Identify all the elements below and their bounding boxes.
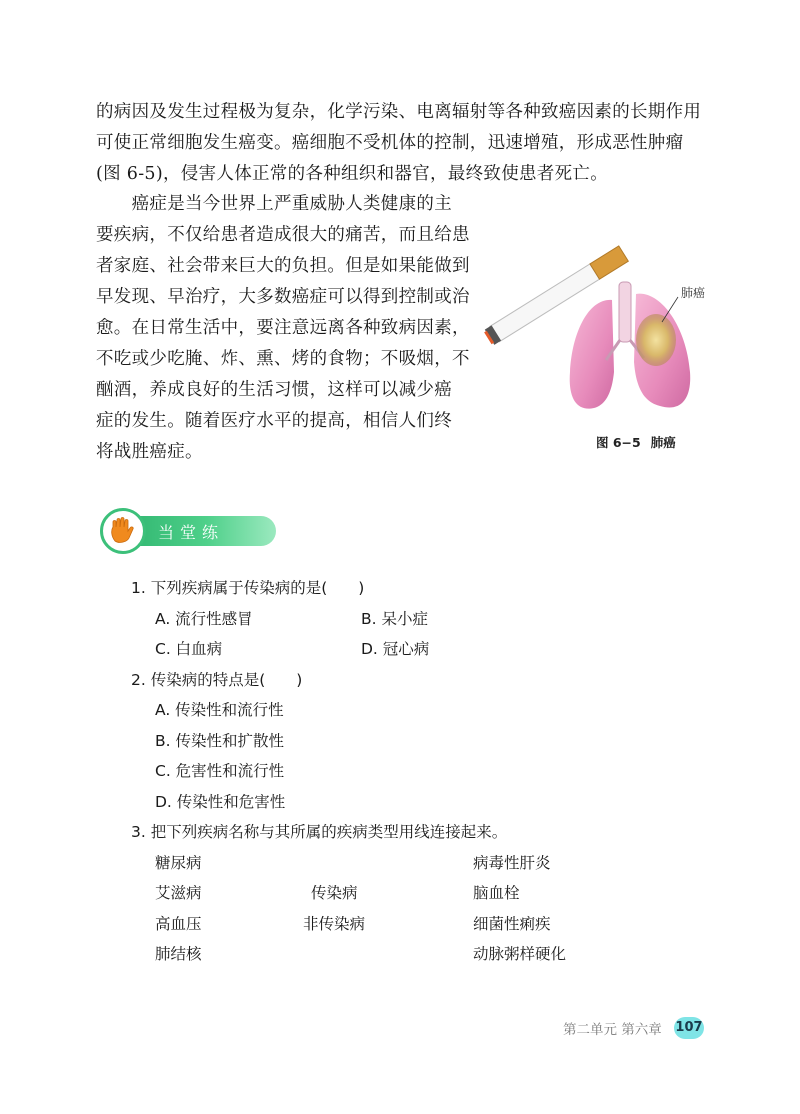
chapter-footer: 第二单元 第六章 xyxy=(563,1022,662,1038)
disease-name[interactable]: 肺结核 xyxy=(155,945,202,963)
disease-type[interactable]: 传染病 xyxy=(311,884,358,902)
text-line: 愈。在日常生活中，要注意远离各种致病因素， xyxy=(96,318,470,338)
text-line: 酗酒，养成良好的生活习惯，这样可以减少癌 xyxy=(96,380,452,400)
practice-questions xyxy=(131,573,691,970)
page-number: 107 xyxy=(674,1017,704,1039)
disease-name[interactable]: 脑血栓 xyxy=(473,884,520,902)
caption-number: 图 6−5 xyxy=(596,435,641,450)
text-line: (图 6-5)，侵害人体正常的各种组织和器官，最终致使患者死亡。 xyxy=(96,164,608,184)
hand-icon xyxy=(103,511,143,551)
option-d[interactable]: D. 冠心病 xyxy=(361,640,430,658)
question-2-stem: 2. 传染病的特点是( ) xyxy=(131,670,303,689)
matching-row xyxy=(131,848,691,879)
text-line: 不吃或少吃腌、炸、熏、烤的食物；不吸烟，不 xyxy=(96,349,470,369)
intro-paragraph xyxy=(96,97,716,190)
text-line: 者家庭、社会带来巨大的负担。但是如果能做到 xyxy=(96,256,470,276)
practice-banner xyxy=(100,508,278,554)
option-b[interactable]: B. 呆小症 xyxy=(361,609,428,628)
disease-name[interactable]: 细菌性痢疾 xyxy=(473,914,551,933)
text-line: 要疾病，不仅给患者造成很大的痛苦，而且给患 xyxy=(96,225,470,245)
lung-cancer-illustration xyxy=(484,212,714,462)
text-line: 的病因及发生过程极为复杂，化学污染、电离辐射等各种致癌因素的长期作用 xyxy=(96,102,702,122)
option-b[interactable]: B. 传染性和扩散性 xyxy=(155,731,284,750)
banner-circle xyxy=(100,508,146,554)
matching-row xyxy=(131,909,691,940)
tumor-icon xyxy=(636,314,676,366)
option-c[interactable]: C. 危害性和流行性 xyxy=(155,762,285,780)
disease-type[interactable]: 非传染病 xyxy=(303,914,366,933)
option-a[interactable]: A. 传染性和流行性 xyxy=(155,701,284,719)
question-1-options-row-2 xyxy=(131,634,691,665)
option-a[interactable]: A. 流行性感冒 xyxy=(155,609,253,628)
question-3-stem: 3. 把下列疾病名称与其所属的疾病类型用线连接起来。 xyxy=(131,823,508,841)
text-line: 可使正常细胞发生癌变。癌细胞不受机体的控制，迅速增殖，形成恶性肿瘤 xyxy=(96,133,684,153)
disease-name[interactable]: 动脉粥样硬化 xyxy=(473,945,567,963)
text-line: 症的发生。随着医疗水平的提高，相信人们终 xyxy=(96,411,452,431)
lungs-icon xyxy=(570,282,691,409)
question-1-stem: 1. 下列疾病属于传染病的是( ) xyxy=(131,579,365,597)
text-line: 将战胜癌症。 xyxy=(96,442,203,462)
figure-caption xyxy=(596,433,686,451)
disease-name[interactable]: 艾滋病 xyxy=(155,884,202,902)
practice-title: 当堂练 xyxy=(158,523,225,542)
figure-label: 肺癌 xyxy=(681,286,706,300)
matching-row xyxy=(131,939,691,970)
caption-title: 肺癌 xyxy=(650,435,676,450)
question-1-options-row-1 xyxy=(131,604,691,635)
disease-name[interactable]: 病毒性肝炎 xyxy=(473,853,551,872)
matching-row xyxy=(131,878,691,909)
disease-name[interactable]: 糖尿病 xyxy=(155,853,202,872)
option-c[interactable]: C. 白血病 xyxy=(155,640,223,658)
disease-name[interactable]: 高血压 xyxy=(155,914,202,933)
text-line: 癌症是当今世界上严重威胁人类健康的主 xyxy=(96,194,452,214)
option-d[interactable]: D. 传染性和危害性 xyxy=(155,792,286,811)
cancer-paragraph xyxy=(96,189,476,468)
text-line: 早发现、早治疗，大多数癌症可以得到控制或治 xyxy=(96,287,470,307)
